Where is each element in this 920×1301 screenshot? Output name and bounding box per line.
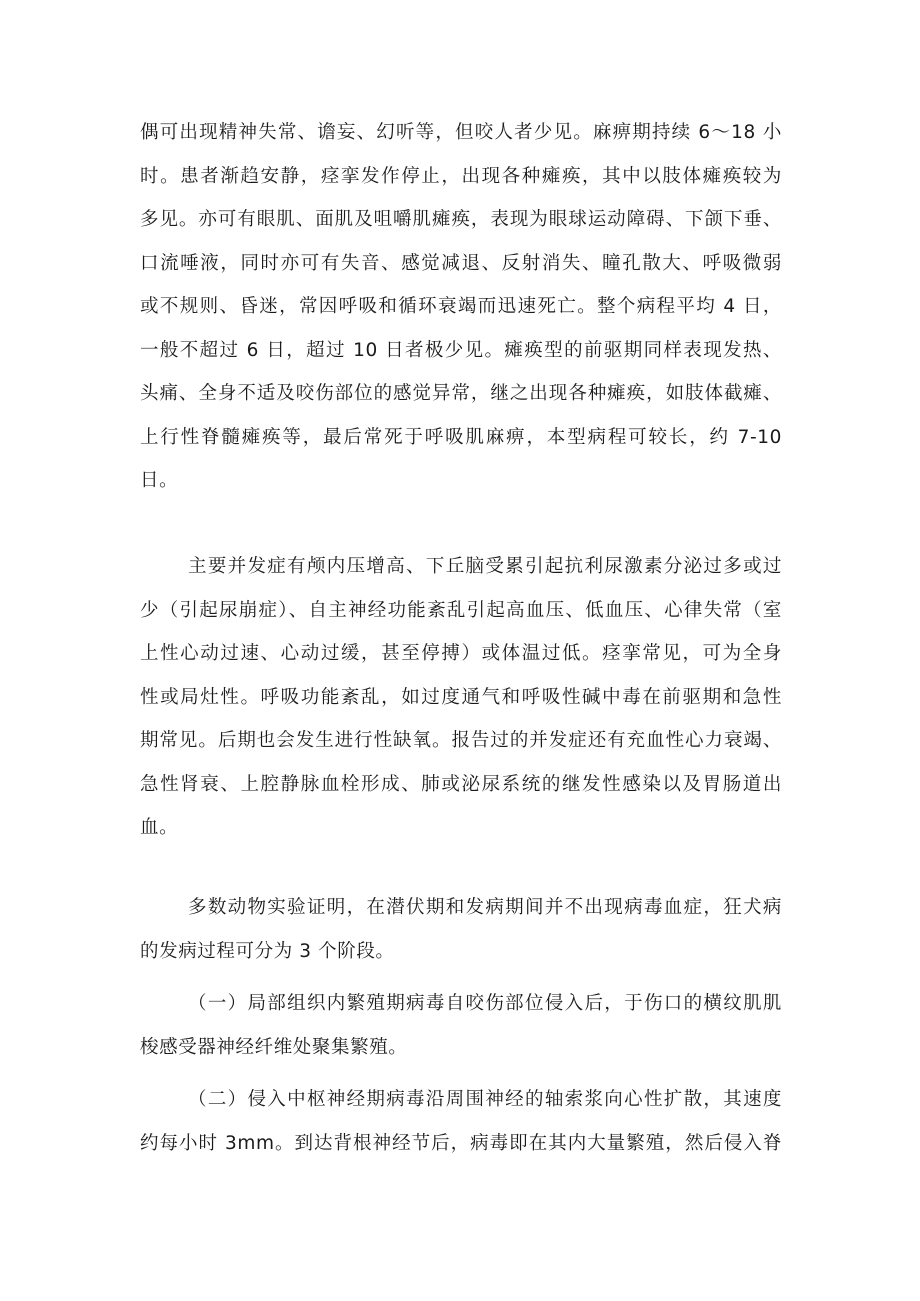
text-line: 或不规则、昏迷，常因呼吸和循环衰竭而迅速死亡。整个病程平均 4 日，	[140, 296, 782, 317]
text-line: 上行性脊髓瘫痪等，最后常死于呼吸肌麻痹，本型病程可较长，约 7-10	[140, 426, 782, 448]
paragraph-complications	[140, 545, 782, 850]
text-line: 时。患者渐趋安静，痉挛发作停止，出现各种瘫痪，其中以肢体瘫痪较为	[140, 165, 782, 187]
paragraph-stage-one	[140, 982, 782, 1069]
text-line: 急性肾衰、上腔静脉血栓形成、肺或泌尿系统的继发性感染以及胃肠道出	[140, 773, 782, 795]
text-line: 血。	[140, 817, 179, 838]
text-line: 日。	[140, 470, 179, 491]
text-line: 上性心动过速、心动过缓，甚至停搏）或体温过低。痉挛常见，可为全身	[140, 643, 782, 664]
text-line: 梭感受器神经纤维处聚集繁殖。	[140, 1036, 408, 1058]
paragraph-symptoms	[140, 111, 782, 503]
text-line: 一般不超过 6 日，超过 10 日者极少见。瘫痪型的前驱期同样表现发热、	[140, 339, 782, 361]
text-line: 约每小时 3mm。到达背根神经节后，病毒即在其内大量繁殖，然后侵入脊	[140, 1132, 782, 1154]
text-line: 多见。亦可有眼肌、面肌及咀嚼肌瘫痪，表现为眼球运动障碍、下颌下垂、	[140, 209, 782, 230]
text-line: 期常见。后期也会发生进行性缺氧。报告过的并发症还有充血性心力衰竭、	[140, 730, 782, 751]
text-line: 性或局灶性。呼吸功能紊乱，如过度通气和呼吸性碱中毒在前驱期和急性	[140, 686, 782, 708]
text-line: 头痛、全身不适及咬伤部位的感觉异常，继之出现各种瘫痪，如肢体截瘫、	[140, 383, 782, 404]
text-line: 多数动物实验证明，在潜伏期和发病期间并不出现病毒血症，狂犬病	[188, 897, 782, 918]
text-line: （二）侵入中枢神经期病毒沿周围神经的轴索浆向心性扩散，其速度	[188, 1089, 782, 1110]
text-line: 少（引起尿崩症）、自主神经功能紊乱引起高血压、低血压、心律失常（室	[140, 599, 782, 621]
text-line: 主要并发症有颅内压增高、下丘脑受累引起抗利尿激素分泌过多或过	[188, 556, 782, 577]
text-line: （一）局部组织内繁殖期病毒自咬伤部位侵入后，于伤口的横纹肌肌	[188, 993, 782, 1014]
paragraph-pathogenesis-intro	[140, 886, 782, 973]
text-line: 口流唾液，同时亦可有失音、感觉减退、反射消失、瞳孔散大、呼吸微弱	[140, 252, 782, 274]
text-line: 偶可出现精神失常、谵妄、幻听等，但咬人者少见。麻痹期持续 6～18 小	[140, 122, 782, 143]
paragraph-stage-two	[140, 1078, 782, 1165]
text-line: 的发病过程可分为 3 个阶段。	[140, 940, 395, 962]
